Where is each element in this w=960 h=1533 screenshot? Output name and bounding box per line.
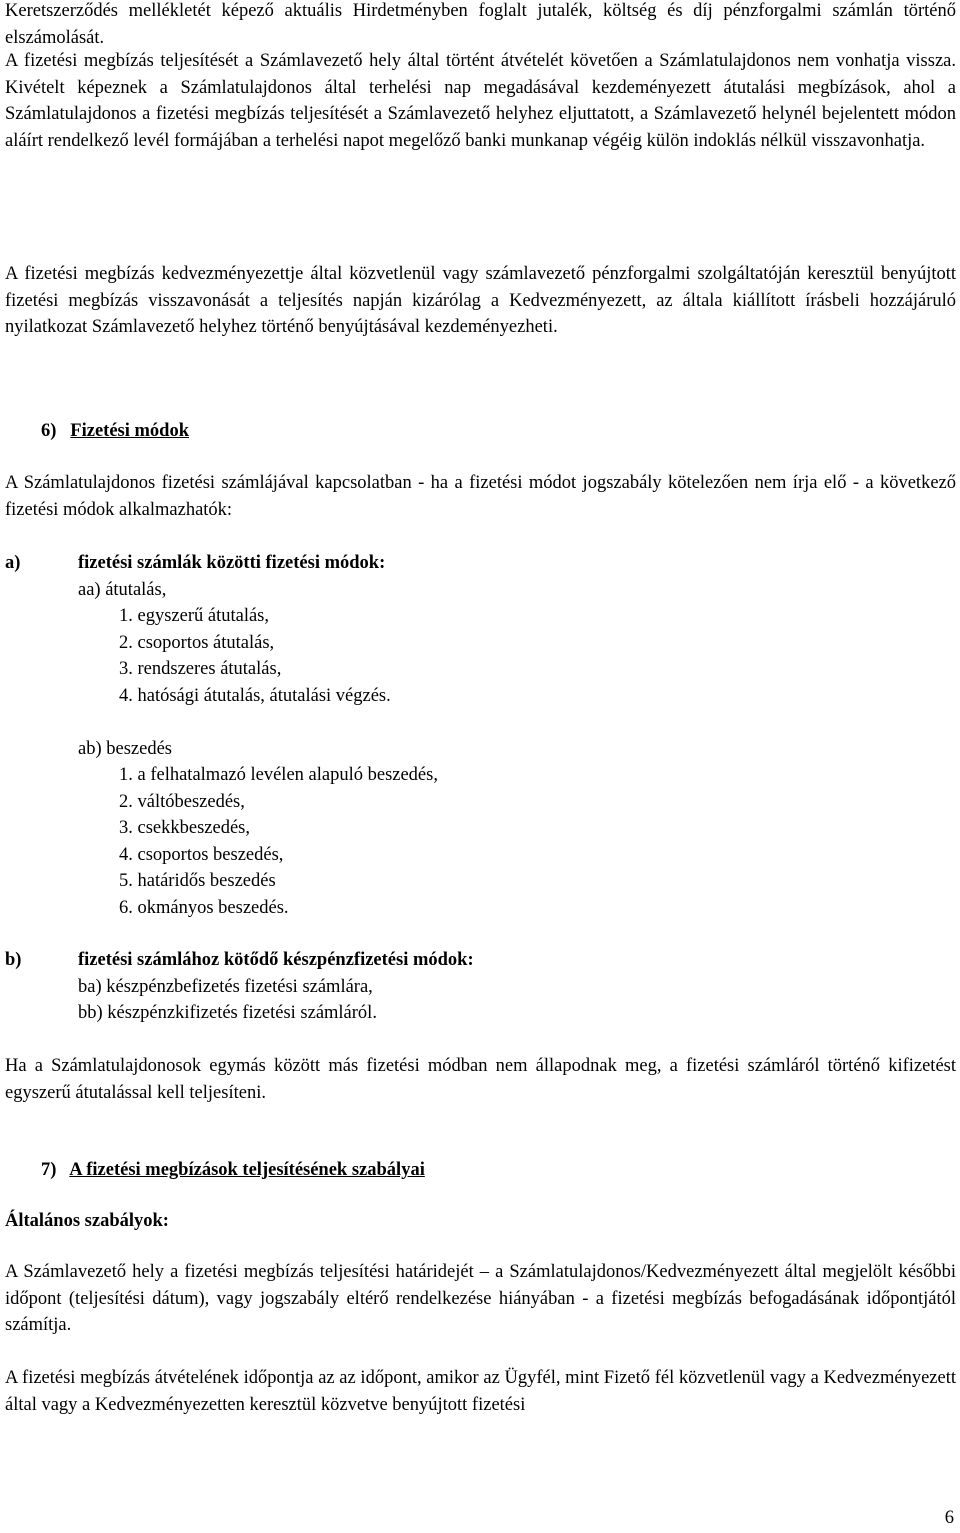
section-7-title: A fizetési megbízások teljesítésének szabályai <box>69 1160 425 1180</box>
list-b-letter: b) <box>5 950 22 970</box>
paragraph-receipt-time: A fizetési megbízás átvételének időpontja az az időpont, amikor az Ügyfél, mint Fizető fél közvetlenül vagy a Kedvezményezett által vagy a Kedvezményezetten keresztül közvetve benyújtott fizetési <box>5 1368 956 1415</box>
list-item: 5. határidős beszedés <box>119 871 276 891</box>
list-b-title: fizetési számlához kötődő készpénzfizetési módok: <box>78 950 474 970</box>
section-7-heading <box>41 1157 425 1184</box>
list-item: 4. csoportos beszedés, <box>119 844 284 865</box>
list-item: 3. csekkbeszedés, <box>119 818 250 838</box>
paragraph-revocation: A fizetési megbízás teljesítését a Számlavezető hely által történt átvételét követően a Számlatulajdonos nem vonhatja vissza. Kivételt képeznek a Számlatulajdonos által terhelési nap megadásával kezdeményezett átutalási megbízások, ahol a Számlatulajdonos a fizetési megbízás teljesítését a Számlavezető helyhez eljuttatott, a Számlavezető helynél bejelentett módon aláírt rendelkező levél formájában a terhelési napot megelőző banki munkanap végéig külön indoklás nélkül visszavonhatja. <box>5 51 956 151</box>
list-aa-label: aa) átutalás, <box>78 579 167 600</box>
list-a-heading <box>5 550 956 577</box>
list-item: bb) készpénzkifizetés fizetési számláról. <box>78 1003 377 1023</box>
paragraph-fee-settlement: Keretszerződés mellékletét képező aktuális Hirdetményben foglalt jutalék, költség és díj pénzforgalmi számlán történő elszámolását. <box>5 1 956 48</box>
general-rules-label: Általános szabályok: <box>5 1211 169 1231</box>
list-aa <box>78 577 956 710</box>
list-item: 6. okmányos beszedés. <box>119 897 289 918</box>
list-item: 3. rendszeres átutalás, <box>119 659 282 679</box>
section-7-number: 7) <box>41 1160 57 1180</box>
list-item: 2. csoportos átutalás, <box>119 632 275 653</box>
paragraph-payment-methods-intro: A Számlatulajdonos fizetési számlájával kapcsolatban - ha a fizetési módot jogszabály kötelezően nem írja elő - a következő fizetési módok alkalmazhatók: <box>5 473 956 520</box>
list-a-title: fizetési számlák közötti fizetési módok: <box>78 553 386 573</box>
paragraph-beneficiary-revocation: A fizetési megbízás kedvezményezettje által közvetlenül vagy számlavezető pénzforgalmi szolgáltatóján keresztül benyújtott fizetési megbízás visszavonását a teljesítés napján kizárólag a Kedvezményezett, az általa kiállított írásbeli hozzájáruló nyilatkozat Számlavezető helyhez történő benyújtásával kezdeményezheti. <box>5 264 956 337</box>
section-6-number: 6) <box>41 421 57 441</box>
section-6-title: Fizetési módok <box>70 421 189 441</box>
list-item: 4. hatósági átutalás, átutalási végzés. <box>119 685 391 706</box>
page-number: 6 <box>944 1508 954 1528</box>
list-b-items <box>78 974 956 1027</box>
paragraph-default-method: Ha a Számlatulajdonosok egymás között más fizetési módban nem állapodnak meg, a fizetési számláról történő kifizetést egyszerű átutalással kell teljesíteni. <box>5 1056 956 1103</box>
list-ab <box>78 736 956 922</box>
list-item: 2. váltóbeszedés, <box>119 791 245 812</box>
list-b-heading <box>5 947 956 974</box>
list-ab-label: ab) beszedés <box>78 738 172 759</box>
list-a <box>5 550 956 921</box>
section-6-heading <box>41 418 189 445</box>
list-item: ba) készpénzbefizetés fizetési számlára, <box>78 976 373 997</box>
list-b <box>5 947 956 1027</box>
paragraph-deadline: A Számlavezető hely a fizetési megbízás teljesítési határidejét – a Számlatulajdonos/Kedvezményezett által megjelölt későbbi időpont (teljesítési dátum), vagy jogszabály eltérő rendelkezése hiányában - a fizetési megbízás befogadásának időpontjától számítja. <box>5 1262 956 1335</box>
list-item: 1. a felhatalmazó levélen alapuló beszedés, <box>119 765 438 785</box>
list-a-letter: a) <box>5 553 21 573</box>
list-item: 1. egyszerű átutalás, <box>119 606 269 626</box>
